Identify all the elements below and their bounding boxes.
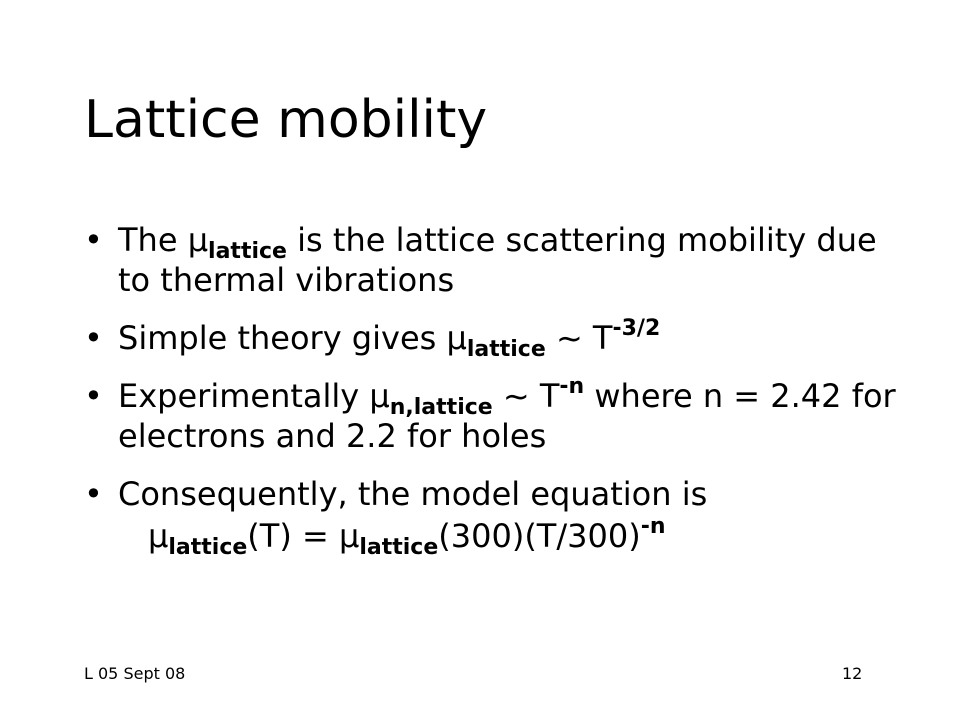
subscript-lattice: lattice (359, 535, 439, 560)
equation-text: (300)(T/300) (438, 517, 641, 555)
subscript-lattice: lattice (168, 535, 248, 560)
footer-lecture-label: L 05 Sept 08 (84, 664, 186, 683)
bullet-model-equation (84, 474, 904, 560)
bullet-text: Consequently, the model equation is (118, 475, 708, 513)
mu-symbol: μ (187, 221, 209, 259)
bullet-list (84, 220, 904, 574)
mu-symbol: μ (338, 517, 360, 555)
mu-symbol: μ (446, 319, 467, 357)
bullet-text: ~ T (545, 319, 613, 357)
bullet-lattice-definition (84, 220, 904, 300)
bullet-text: ~ T (492, 377, 560, 415)
bullet-experimental (84, 376, 904, 456)
mu-symbol: μ (148, 517, 169, 555)
subscript-n-lattice: n,lattice (389, 395, 493, 420)
exponent: -n (640, 514, 666, 539)
subscript-lattice: lattice (466, 337, 546, 362)
subscript-lattice: lattice (208, 239, 287, 264)
model-equation (118, 514, 904, 560)
exponent: -n (559, 374, 585, 399)
bullet-text: where n = 2.42 for electrons and 2.2 for holes (118, 377, 896, 455)
bullet-simple-theory (84, 316, 904, 362)
footer-page-number: 12 (842, 664, 863, 683)
bullet-text: The (118, 221, 188, 259)
slide-title: Lattice mobility (84, 90, 488, 150)
equation-text: (T) = (247, 517, 339, 555)
exponent: -3/2 (612, 316, 661, 341)
bullet-text: is the lattice scattering mobility due to thermal vibrations (118, 221, 877, 299)
mu-symbol: μ (369, 377, 390, 415)
bullet-text: Simple theory gives (118, 319, 447, 357)
bullet-text: Experimentally (118, 377, 370, 415)
